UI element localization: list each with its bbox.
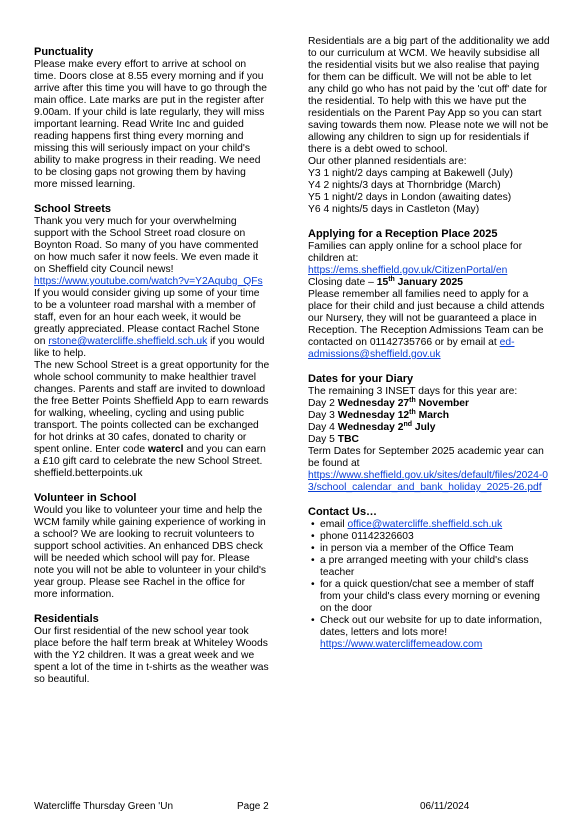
inset-day-date [338,398,469,409]
inset-day-suffix: nd [403,421,412,428]
reception-paragraph-1: Families can apply online for a school place for children at: [308,241,523,264]
left-column [34,46,270,686]
contact-item: • for a quick question/chat see a member of staff from your child's class every morning or evening on the door [320,579,550,615]
inset-day-label: Day 3 [308,410,335,421]
gift-card-text: and you can earn a £10 gift card to celebrate the new School Street. [34,444,266,467]
closing-date-label: Closing date – [308,277,374,288]
residential-item: Y4 2 nights/3 days at Thornbridge (March) [308,180,501,191]
contact-list [308,519,550,651]
inset-day-date [338,410,449,421]
office-email-link[interactable]: office@watercliffe.sheffield.sch.uk [347,519,503,530]
inset-day-date [338,422,436,433]
inset-day-value: TBC [337,434,359,445]
youtube-link[interactable]: https://www.youtube.com/watch?v=Y2Aqubg_QFs [34,276,263,287]
closing-date-value [377,277,463,288]
right-column [308,36,550,651]
volunteer-text: Would you like to volunteer your time and help the WCM family while gaining experience of working in a school? We are looking to recruit volunteers to support school activities. An enhanced DBS check will be needed which school will pay for. Please note you will not be able to volunteer in your child's year group. Please see Rachel in the office for more information. [34,505,267,600]
punctuality-text: Please make every effort to arrive at school on time. Doors close at 8.55 every morning and if you arrive after this time you will have to go through the main office. Late marks are put in the register after 9.00am. If your child is late regularly, they will miss important learning. Read Write Inc and guided reading happens first thing every morning and missing this will seriously impact on your child's ability to make progress in their reading. We need to be closing gaps not growing them by having more missed learning. [34,59,267,190]
footer-page-number: Page 2 [237,801,269,812]
contact-on-text: on [34,336,46,347]
term-dates-text: Term Dates for September 2025 academic year can be found at [308,446,544,469]
promo-code: watercl [147,444,184,455]
inset-day [308,422,550,434]
admissions-email-link[interactable]: ed-admissions@sheffield.gov.uk [308,337,515,360]
inset-day-weekday: Wednesday [337,422,395,433]
inset-day-month: November [418,398,470,409]
rstone-email-link[interactable]: rstone@watercliffe.sheffield.sch.uk [48,336,208,347]
residential-item: Y6 4 nights/5 days in Castleton (May) [308,204,480,215]
diary-heading: Dates for your Diary [308,373,414,385]
volunteer-heading: Volunteer in School [34,492,137,504]
residentials-list [308,168,550,216]
residentials-paragraph-3: Our other planned residentials are: [308,156,467,167]
website-text: Check out our website for up to date information, dates, letters and lots more! [320,615,543,638]
contact-website-item [320,615,550,651]
residentials-paragraph-2: Residentials are a big part of the additionality we add to our curriculum at WCM. We heavily subsidise all the residential visits but we also realise that paying for them can be difficult. We will not be able to let any child go who has not paid by the 'cut off' date for the residential. To help with this we have put the residentials on the Parent Pay App so you can start saving towards them now. Please note we will not be allowing any children to sign up for residentials if there is a debt owed to school. [308,36,550,155]
residential-item: Y3 1 night/2 days camping at Bakewell (July) [308,168,513,179]
closing-day-suffix: th [388,276,395,283]
school-website-link[interactable]: https://www.watercliffemeadow.com [320,639,483,650]
contact-heading: Contact Us… [308,506,378,518]
contact-item: • a pre arranged meeting with your child's class teacher [320,555,550,579]
footer-newsletter-name: Watercliffe Thursday Green 'Un [34,801,174,812]
school-streets-paragraph-2: If you would consider giving up some of your time to be a volunteer road marshal with a member of staff, even for an hour each week, it would be greatly appreciated. Please contact Rachel Stone [34,288,260,335]
inset-day-suffix: th [409,397,416,404]
residentials-heading: Residentials [34,613,99,625]
school-streets-paragraph-1: Thank you very much for your overwhelming support with the School Street road closure on Boynton Road. So many of you have commented on how much safer it now feels. We even made it on Sheffield city Council news! [34,216,259,275]
punctuality-heading: Punctuality [34,46,94,58]
closing-month-year: January 2025 [397,277,463,288]
inset-day-5 [308,434,550,446]
inset-day-num: 2 [397,422,404,433]
inset-day-month: July [414,422,436,433]
inset-day [308,398,550,410]
contact-item: • phone 01142326603 [320,531,550,543]
inset-day-num: 12 [397,410,410,421]
residentials-paragraph-1: Our first residential of the new school year took place before the half term break at Whiteley Woods with the Y2 children. It was a great week and we spent a lot of the time in t-shirts as the weather was so beautiful. [34,626,269,685]
term-dates-link[interactable]: https://www.sheffield.gov.uk/sites/default/files/2024-03/school_calendar_and_bank_holiday_2025-26.pdf [308,470,549,493]
inset-day-suffix: th [409,409,416,416]
inset-day-num: 27 [397,398,410,409]
inset-day-weekday: Wednesday [337,398,395,409]
better-points-site: sheffield.betterpoints.uk [34,468,143,479]
school-streets-paragraph-3 [34,360,270,480]
reception-paragraph-2 [308,289,550,361]
contact-email-label: email [320,519,345,530]
reception-admissions-text: Please remember all families need to apply for a place for their child and just because a child attends our Nursery, they will not be guaranteed a place in Reception. The Reception Admissions Team can be contacted on 01142735766 or by email at [308,289,545,348]
citizen-portal-link[interactable]: https://ems.sheffield.gov.uk/CitizenPortal/en [308,265,508,276]
inset-day-label: Day 4 [308,422,335,433]
inset-day-label: Day 5 [308,434,335,445]
inset-day [308,410,550,422]
contact-after-text: if you would like to help. [34,336,265,359]
closing-day: 15 [376,277,389,288]
diary-intro: The remaining 3 INSET days for this year are: [308,386,518,397]
school-streets-contact [34,336,270,360]
contact-email-item [320,519,550,531]
inset-day-label: Day 2 [308,398,335,409]
better-points-text: The new School Street is a great opportunity for the whole school community to make healthier travel changes. Parents and staff are invited to download the free Better Points Sheffield App to earn rewards for walking, wheeling, cycling and using public transport. The points collected can be exchanged for hot drinks at 30 cafes, donated to charity or spent online. Enter code [34,360,270,455]
footer-date: 06/11/2024 [420,801,470,812]
residential-item: Y5 1 night/2 days in London (awaiting dates) [308,192,512,203]
reception-heading: Applying for a Reception Place 2025 [308,228,498,240]
school-streets-heading: School Streets [34,203,112,215]
contact-item: • in person via a member of the Office Team [320,543,550,555]
inset-day-month: March [418,410,449,421]
closing-date [308,277,550,289]
inset-day-weekday: Wednesday [337,410,395,421]
